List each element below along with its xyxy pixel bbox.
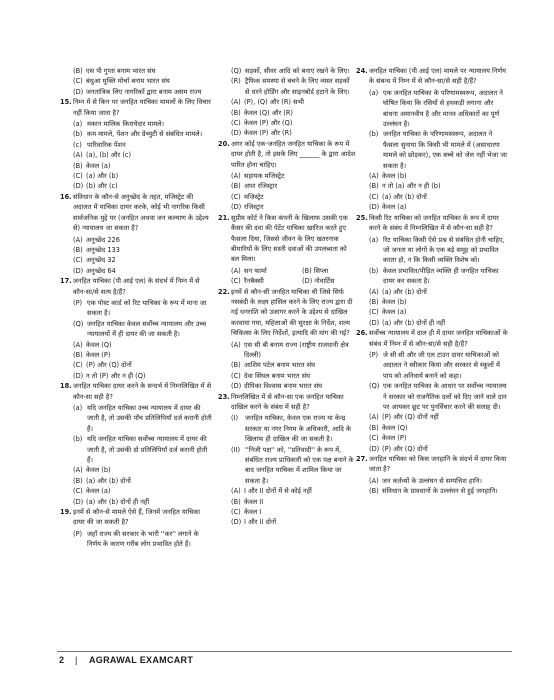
option: (D) (b) और (c) (73, 182, 118, 191)
question-18 (60, 381, 212, 402)
column-2 (218, 66, 356, 528)
option: (C) केवल (a) (369, 308, 407, 317)
page-number: 2 (59, 655, 65, 665)
question-text: संविधान के कौन-से अनुच्छेद के तहत, मजिस्ट्रेट की अदालत में याचिका दायर करके, कोई भी नागरिक किसी सार्वजनिक मुद्दे पर (जनहित अथवा जन कल्याण के उद्देश्य से) न्यायालय जा सकता है? (73, 192, 209, 233)
question-22 (218, 287, 356, 339)
option-pair: (C) रैनबैक्सी (D) नोवार्टिस (231, 277, 335, 286)
question-15 (60, 97, 212, 118)
footer-separator: | (75, 655, 78, 665)
question-21 (218, 213, 356, 265)
option: (B) संविधान के प्रावधानों के उल्लंघन से हुई जनहानि। (369, 487, 498, 496)
option: (C) बंधुआ मुक्ति मोर्चा बनाम भारत संघ (73, 77, 170, 86)
question-number: 19. (60, 508, 72, 517)
question-number: 16. (60, 192, 72, 201)
option: (B) केवल (P) (73, 350, 111, 359)
statement: (II) ''निजी पक्ष'' को, ''प्रतिवादी'' के रूप में, संबंधित राज्य प्राधिकारी को एक पक्ष बनाने के बाद जनहित याचिका में शामिल किया जा सकता है। (231, 445, 354, 485)
statement: (b) जनहित याचिका के परिणामस्वरूप, अदालत ने फैसला सुनाया कि किसी भी मामले में (असाधारण मामले को छोड़कर), एक बच्चे को जेल नहीं भेजा जा सकता है। (369, 130, 507, 170)
option: (C) (P) और (Q) दोनों (73, 361, 132, 370)
option: (D) (a) और (b) दोनों ही नहीं (369, 318, 446, 327)
option: (A) केवल (Q) (73, 340, 112, 349)
option: (C) (a) और (b) दोनों (369, 192, 427, 201)
option: (C) मजिस्ट्रेट (231, 192, 264, 201)
option: (A) (a), (b) और (c) (73, 151, 132, 160)
statement: (b) कम मामले, पेंशन और ग्रेच्युटी से संबंधित मामले। (73, 130, 203, 139)
question-number: 15. (60, 98, 72, 107)
question-number: 17. (60, 277, 72, 286)
statement: (P) जे सी सी और जी एल टाउन दायर याचिकाओं को अदालत ने स्वीकार किया और सरकार से स्कूलों में पाप को अनिवार्य बनाने को कहा। (369, 350, 500, 380)
option: (A) अनुच्छेद 226 (73, 235, 120, 244)
question-text: निम्न में से किन पर जनहित याचिका मामलों के लिए विचार नहीं किया जाता है? (73, 98, 211, 117)
option: (A) एस सी बी बनाम राज्य (राष्ट्रीय राजधानी क्षेत्र दिल्ली) (231, 340, 349, 359)
statement: (P) एक पोस्ट कार्ड को रिट याचिका के रूप में माना जा सकता है। (73, 298, 207, 318)
option: (C) अनुच्छेद 32 (73, 256, 116, 265)
option: (B) केवल (Q) और (R) (231, 108, 293, 117)
question-number: 24. (356, 67, 368, 75)
statement: (Q) सड़कों, सीवर आदि को बनाए रखने के लिए। (231, 67, 350, 75)
question-number: 22. (218, 287, 230, 296)
question-23 (218, 392, 356, 413)
question-text: किसी रिट याचिका को जनहित याचिका के रूप में दायर करने के संबंध में निम्नलिखित में से कौन-सा सही है? (369, 213, 499, 233)
question-number: 27. (356, 455, 368, 464)
option: (A) (a) और (b) दोनों (369, 287, 427, 296)
option-pair: (A) सन फार्मा (B) सिप्ला (231, 266, 329, 275)
option: (B) आशिम पटेल बनाम भारत संघ (231, 361, 316, 370)
option: (C) देवा सिंघल बनाम भारत संघ (231, 371, 311, 380)
question-text: जनहित याचिका (पी आई एल) के संदर्भ में निम्न में से कौन-सा/से सत्य है/हैं? (73, 277, 200, 296)
question-number: 18. (60, 382, 72, 391)
option: (A) जन कर्तव्यों के उल्लंघन से सम्पत्तिश हानि। (369, 476, 483, 485)
question-number: 20. (218, 139, 230, 148)
option: (C) केवल (P) (369, 434, 407, 443)
question-17 (60, 276, 212, 297)
statement: (a) एक जनहित याचिका के परिणामस्वरूप, अदालत ने घोषित किया कि रसियों से हथकड़ी लगाना और बांधना अमानवीय है और मानव अधिकारों का पूर्ण उल्लंघन है। (369, 88, 503, 129)
statement: (c) पारिवारिक पेंशन (73, 140, 126, 149)
question-20 (218, 139, 356, 170)
option: (A) केवल (b) (369, 172, 407, 181)
option: (C) केवल (a) (73, 487, 111, 496)
option: (A) सहायक मजिस्ट्रेट (231, 172, 285, 181)
question-16 (60, 192, 212, 234)
question-text: अगर कोई एक-जनहित जनहित याचिका के रूप में दायर होती है, तो इसके लिए ______ के द्वारा आदेश पारित होना चाहिए। (231, 139, 356, 169)
question-24 (356, 66, 508, 87)
statement: (a) मकान मालिक किरायेदार मामले। (73, 120, 165, 129)
option: (D) न तो (P) और न ही (Q) (73, 371, 146, 380)
question-25 (356, 213, 508, 234)
statement: (Q) जनहित याचिका केवल सर्वोच्च न्यायालय और उच्च न्यायालयों में ही दायर की जा सकती है। (73, 319, 207, 339)
option: (A) केवल (b) (73, 466, 111, 475)
question-number: 23. (218, 392, 230, 401)
option: (D) दीपिका विश्वास बनाम भारत संघ (231, 382, 323, 391)
option: (C) (a) और (b) (73, 172, 119, 181)
option: (D) (a) और (b) दोनों ही नहीं (73, 497, 150, 506)
column-1 (60, 66, 212, 550)
question-text: सर्वोच्च न्यायालय में दाल ही में दायर जनहित याचिकाओं के संबंध में निम्न में से कौन-सा/से सही है/हैं? (369, 329, 508, 348)
question-text: निम्नलिखित में से कौन-सा एक जनहित याचिका दाखिल करने के संबंध में सही है? (231, 392, 344, 411)
option: (A) (P), (Q) और (R) सभी (231, 98, 304, 107)
statement: (Q) एक जनहित याचिका के आधार पर सर्वोच्च न्यायालय ने सरकार को राजनैतिक दलों को दिए जाने वाले दान पर आयकर छूट पर पुनर्विचार करने की सलाह दी। (369, 382, 507, 411)
question-number: 26. (356, 329, 368, 338)
question-27 (356, 454, 508, 475)
question-19 (60, 507, 212, 528)
option: (C) केवल I (231, 508, 262, 517)
option: (D) I और II दोनों (231, 518, 277, 527)
option: (D) जनतांत्रिक लिए नागरिकों द्वारा बनाम असम राज्य (73, 87, 202, 96)
option: (D) अनुच्छेद 64 (73, 266, 116, 275)
option: (B) केवल II (231, 497, 264, 506)
option: (C) केवल (P) और (Q) (231, 119, 293, 128)
statement: (R) ट्रैफिक समस्या से बचने के लिए व्यस्त सड़कों से धरने होर्डिंग और साइनबोर्ड हटाने के लिए। (231, 77, 350, 96)
statement: (a) यदि जनहित याचिका उच्च न्यायालय में दायर की जाती है, तो उसकी पाँच प्रतिलिपियाँ दर्ज करानी होती हैं। (73, 404, 212, 433)
option: (B) अपर रजिस्ट्रार (231, 182, 278, 191)
question-text: जनहित याचिका दायर करने के सन्दर्भ में निम्नलिखित में से कौन-सा सही है? (73, 382, 212, 401)
question-text: सुप्रीम कोर्ट ने किस कंपनी के खिलाफ उसकी एक कैंसर की दवा की पेटेंट याचिका खारिज करते हुए फैसला दिया, जिससे जीवन के लिए खतरनाक बीमारियों के लिए सस्ती दवाओं की उपलब्धता को बल मिला। (231, 213, 348, 264)
option: (D) रजिस्ट्रार (231, 203, 264, 212)
option: (B) (a) और (b) दोनों (73, 476, 131, 485)
option: (A) (P) और (Q) दोनों नहीं (369, 413, 439, 422)
option: (D) केवल (P) और (R) (231, 129, 292, 138)
question-number: 21. (218, 213, 230, 222)
question-text: जनहित याचिका को किस जनहानि के संदर्भ में दायर किया जाता है? (369, 455, 507, 474)
statement: (b) केवल प्रभावित/पीड़ित व्यक्ति ही जनहित याचिका दायर कर सकता है। (369, 266, 499, 286)
statement: (I) जनहित याचिका, केवल एक राज्य या केन्द्र सरकार या नगर निगम के अधिकारी, आदि के खिलाफ ही दाखिल की जा सकती है। (231, 414, 352, 444)
option: (D) (P) और (Q) दोनों (369, 444, 428, 453)
option: (B) न तो (a) और न ही (b) (369, 182, 441, 191)
column-3 (356, 66, 508, 497)
option: (A) I और II दोनों में से कोई नहीं (231, 487, 312, 496)
option: (B) केवल (b) (369, 297, 407, 306)
question-text: जनहित याचिका (पी आई एल) मामले पर न्यायालय निर्णय के संबन्ध में निम्न में से कौन-सा/से सही है/हैं? (369, 67, 506, 86)
statement: (b) यदि जनहित याचिका सर्वोच्च न्यायालय में दायर की जाती है, तो उसकी दो प्रतिलिपियाँ दर्ज करानी होती हैं। (73, 435, 208, 465)
statement: (a) रिट याचिका किसी ऐसे प्रश्न से संबंधित होनी चाहिए, जो जनता या लोगों के एक बड़े समूह को प्रभावित करता हो, न कि किसी व्यक्ति विशेष को। (369, 235, 505, 265)
option: (B) केवल (a) (73, 161, 111, 170)
statement: (P) जहाँ राज्य की सरकार के भारी ''कर'' लगाने के निर्णय के कारण गरीब लोग प्रभावित होते हैं। (73, 529, 199, 549)
question-text: इनमें से कौन-सी जनहित याचिका थी जिसे सिर्फ नसबंदी के लक्ष्य हासिल करने के लिए राज्य द्वारा दी गई धनराशि को उजागर करने के उद्देश्य से दाखिल करवाया गया, महिलाओं की सुरक्षा के निर्देश, शल्य चिकित्सा के लिए निर्देशों, इत्यादि की मांग की गई? (231, 287, 353, 338)
option: (D) केवल (a) (369, 203, 407, 212)
page-footer (57, 651, 512, 666)
question-26 (356, 328, 508, 349)
option: (B) केवल (Q) (369, 423, 408, 432)
option: (B) अनुच्छेद 133 (73, 245, 120, 254)
question-number: 25. (356, 213, 368, 222)
option: (B) एस पी गुप्ता बनाम भारत संघ (73, 67, 156, 75)
brand-name: AGRAWAL EXAMCART (89, 655, 194, 665)
question-text: इनमें से कौन-से मामले ऐसे हैं, जिनमें जनहित याचिका दायर की जा सकती है? (73, 508, 201, 527)
